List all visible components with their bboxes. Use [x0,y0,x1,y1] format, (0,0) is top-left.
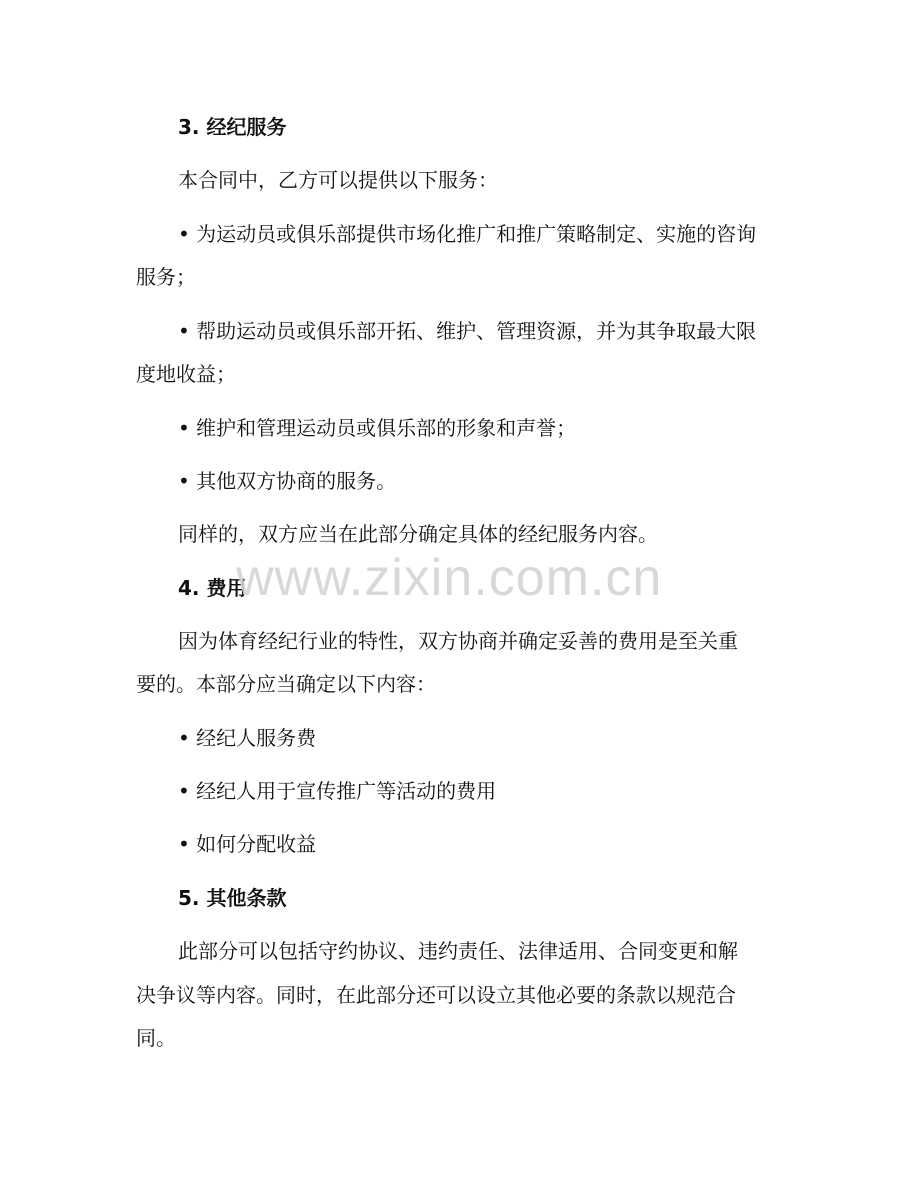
bullet-item: • 其他双方协商的服务。 [178,469,397,493]
paragraph-line: 本合同中，乙方可以提供以下服务： [178,168,498,192]
paragraph-line: 同。 [136,1026,176,1050]
paragraph-line: 此部分可以包括守约协议、违约责任、法律适用、合同变更和解 [178,939,738,963]
paragraph-line: 因为体育经纪行业的特性，双方协商并确定妥善的费用是至关重 [178,629,738,653]
bullet-item: • 经纪人用于宣传推广等活动的费用 [178,779,497,803]
bullet-item-continuation: 度地收益； [136,362,236,386]
bullet-item: • 维护和管理运动员或俱乐部的形象和声誉； [178,416,577,440]
section-heading-other-terms: 5. 其他条款 [178,886,287,910]
bullet-item: • 如何分配收益 [178,832,317,856]
bullet-item-continuation: 服务； [136,265,196,289]
section-heading-fees: 4. 费用 [178,576,247,600]
watermark: www.zixin.com.cn [236,549,663,607]
paragraph-line: 要的。本部分应当确定以下内容： [136,672,436,696]
paragraph-line: 同样的，双方应当在此部分确定具体的经纪服务内容。 [178,522,658,546]
bullet-item: • 为运动员或俱乐部提供市场化推广和推广策略制定、实施的咨询 [178,222,757,246]
bullet-item: • 经纪人服务费 [178,726,317,750]
section-heading-brokerage-services: 3. 经纪服务 [178,115,287,139]
bullet-item: • 帮助运动员或俱乐部开拓、维护、管理资源，并为其争取最大限 [178,319,757,343]
paragraph-line: 决争议等内容。同时，在此部分还可以设立其他必要的条款以规范合 [136,983,736,1007]
